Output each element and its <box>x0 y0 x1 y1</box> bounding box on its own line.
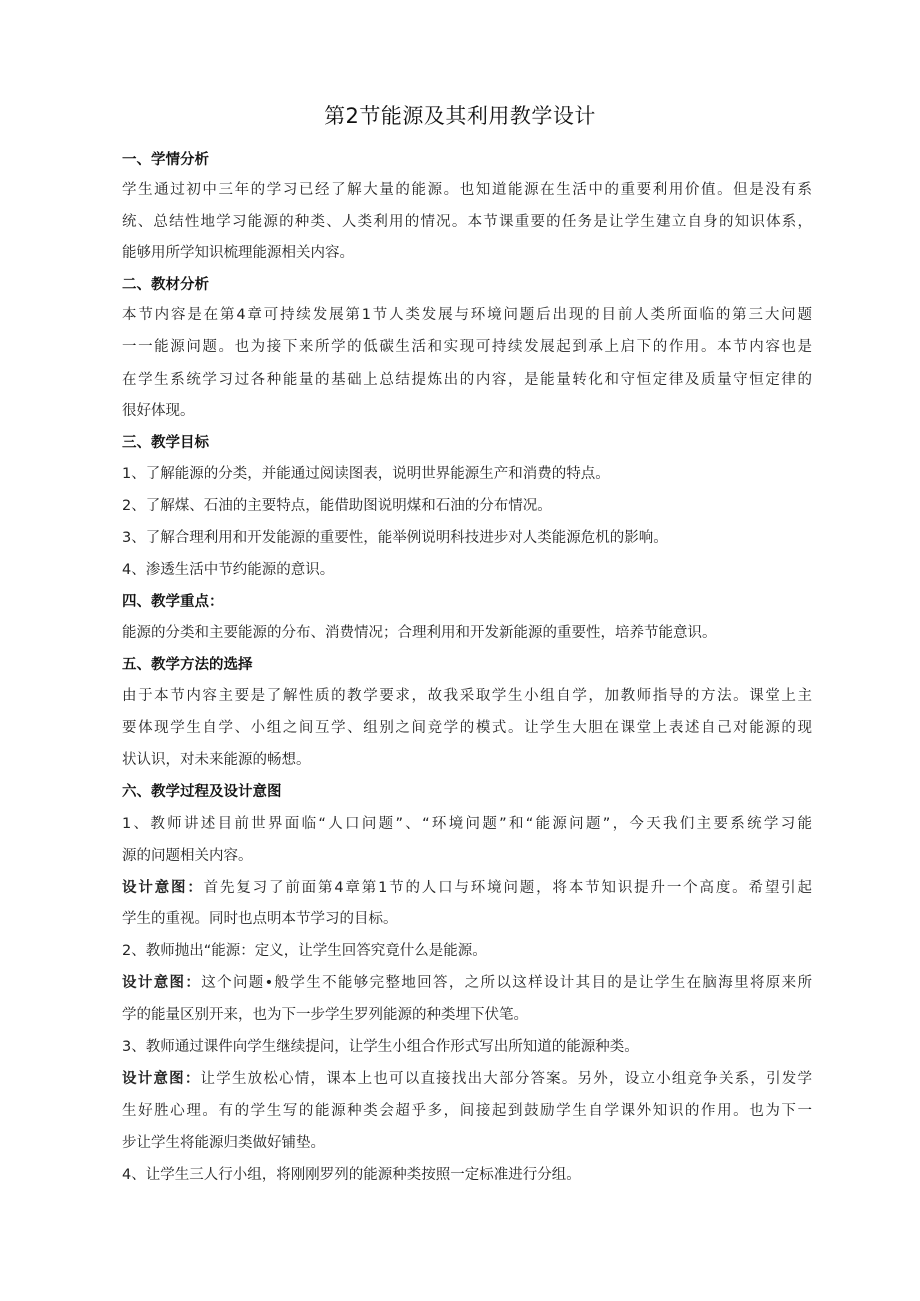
section-heading: 二、教材分析 <box>122 277 209 293</box>
design-intent-line: 学生的重视。同时也点明本节学习的目标。 <box>122 911 398 927</box>
design-intent-text: 这个问题•般学生不能够完整地回答，之所以这样设计其目的是让学生在脑海里将原来所 <box>201 975 812 991</box>
paragraph-line: 要体现学生自学、小组之间互学、组别之间竞学的模式。让学生大胆在课堂上表述自己对能源的现 <box>122 720 812 736</box>
step-line: 3、教师通过课件向学生继续提问，让学生小组合作形式写出所知道的能源种类。 <box>122 1039 639 1055</box>
list-item: 2、了解煤、石油的主要特点，能借助图说明煤和石油的分布情况。 <box>122 498 552 514</box>
paragraph-line: 由于本节内容主要是了解性质的教学要求，故我采取学生小组自学，加教师指导的方法。课堂上主 <box>122 688 812 704</box>
paragraph-line: 学生通过初中三年的学习已经了解大量的能源。也知道能源在生活中的重要利用价值。但是没有系 <box>122 182 812 198</box>
list-item: 1、了解能源的分类，并能通过阅读图表，说明世界能源生产和消费的特点。 <box>122 466 610 482</box>
step-line: 2、教师抛出“能源：定义，让学生回答究竟什么是能源。 <box>122 943 487 959</box>
paragraph-line: 在学生系统学习过各种能量的基础上总结提炼出的内容，是能量转化和守恒定律及质量守恒定律的 <box>122 372 812 388</box>
design-intent-line <box>122 878 812 898</box>
paragraph-line: 很好体现。 <box>122 403 195 419</box>
document-title: 第2节能源及其利用教学设计 <box>324 104 596 128</box>
design-intent-label: 设计意图： <box>122 880 204 896</box>
design-intent-text: 让学生放松心情，课本上也可以直接找出大部分答案。另外，设立小组竞争关系，引发学 <box>200 1071 812 1087</box>
design-intent-line: 生好胜心理。有的学生写的能源种类会超乎多，间接起到鼓励学生自学课外知识的作用。也为下一 <box>122 1103 812 1119</box>
paragraph-line: 能源的分类和主要能源的分布、消费情况；合理利用和开发新能源的重要性，培养节能意识。 <box>122 625 717 641</box>
paragraph-line: 能够用所学知识梳理能源相关内容。 <box>122 245 354 261</box>
design-intent-line: 学的能量区别开来，也为下一步学生罗列能源的种类埋下伏笔。 <box>122 1007 528 1023</box>
paragraph-line: 一一能源问题。也为接下来所学的低碳生活和实现可持续发展起到承上启下的作用。本节内容也是 <box>122 339 812 355</box>
section-heading: 五、教学方法的选择 <box>122 657 253 673</box>
step-line: 源的问题相关内容。 <box>122 848 253 864</box>
list-item: 4、渗透生活中节约能源的意识。 <box>122 562 335 578</box>
step-line: 1、教师讲述目前世界面临“人口问题”、“环境问题”和“能源问题”，今天我们主要系统学习能 <box>122 816 812 832</box>
section-heading: 三、教学目标 <box>122 435 209 451</box>
paragraph-line: 本节内容是在第4章可持续发展第1节人类发展与环境问题后出现的目前人类所面临的第三大问题 <box>122 307 812 323</box>
design-intent-label: 设计意图： <box>122 1071 201 1087</box>
paragraph-line: 统、总结性地学习能源的种类、人类利用的情况。本节课重要的任务是让学生建立自身的知识体系， <box>122 214 812 230</box>
section-heading: 四、教学重点： <box>122 594 224 610</box>
section-heading: 六、教学过程及设计意图 <box>122 784 282 800</box>
list-item: 3、了解合理利用和开发能源的重要性，能举例说明科技进步对人类能源危机的影响。 <box>122 530 668 546</box>
design-intent-text: 首先复习了前面第4章第1节的人口与环境问题，将本节知识提升一个高度。希望引起 <box>203 880 812 896</box>
step-line: 4、让学生三人行小组，将刚刚罗列的能源种类按照一定标准进行分组。 <box>122 1167 581 1183</box>
design-intent-line <box>122 973 812 993</box>
design-intent-line: 步让学生将能源归类做好铺垫。 <box>122 1135 325 1151</box>
paragraph-line: 状认识，对未来能源的畅想。 <box>122 752 311 768</box>
design-intent-line <box>122 1069 812 1089</box>
section-heading: 一、学情分析 <box>122 152 209 168</box>
design-intent-label: 设计意图： <box>122 975 202 991</box>
